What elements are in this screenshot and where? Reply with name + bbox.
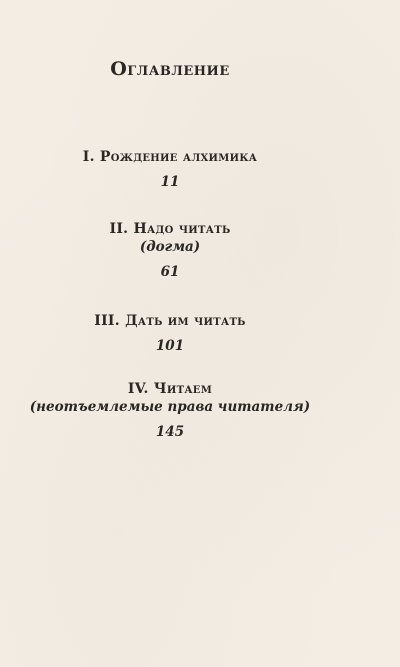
toc-entry-page: 101 bbox=[155, 338, 185, 354]
toc-entry-subtitle: (неотъемлемые права читателя) bbox=[29, 399, 311, 415]
toc-entry-heading: IV. Читаем bbox=[127, 381, 213, 397]
toc-entry-heading: II. Надо читать bbox=[109, 221, 231, 237]
toc-entry bbox=[0, 220, 340, 281]
page-title: Оглавление bbox=[110, 58, 230, 80]
toc-entry-page: 11 bbox=[160, 174, 180, 190]
toc-entry-heading: III. Дать им читать bbox=[94, 313, 246, 329]
toc-entry-subtitle: (догма) bbox=[139, 239, 201, 255]
toc-entry bbox=[0, 148, 340, 191]
toc-entry-heading: I. Рождение алхимика bbox=[82, 149, 258, 165]
toc-entry bbox=[0, 312, 340, 355]
toc-entry bbox=[0, 380, 340, 441]
toc-entry-page: 61 bbox=[160, 264, 180, 280]
toc-entry-page: 145 bbox=[155, 424, 185, 440]
